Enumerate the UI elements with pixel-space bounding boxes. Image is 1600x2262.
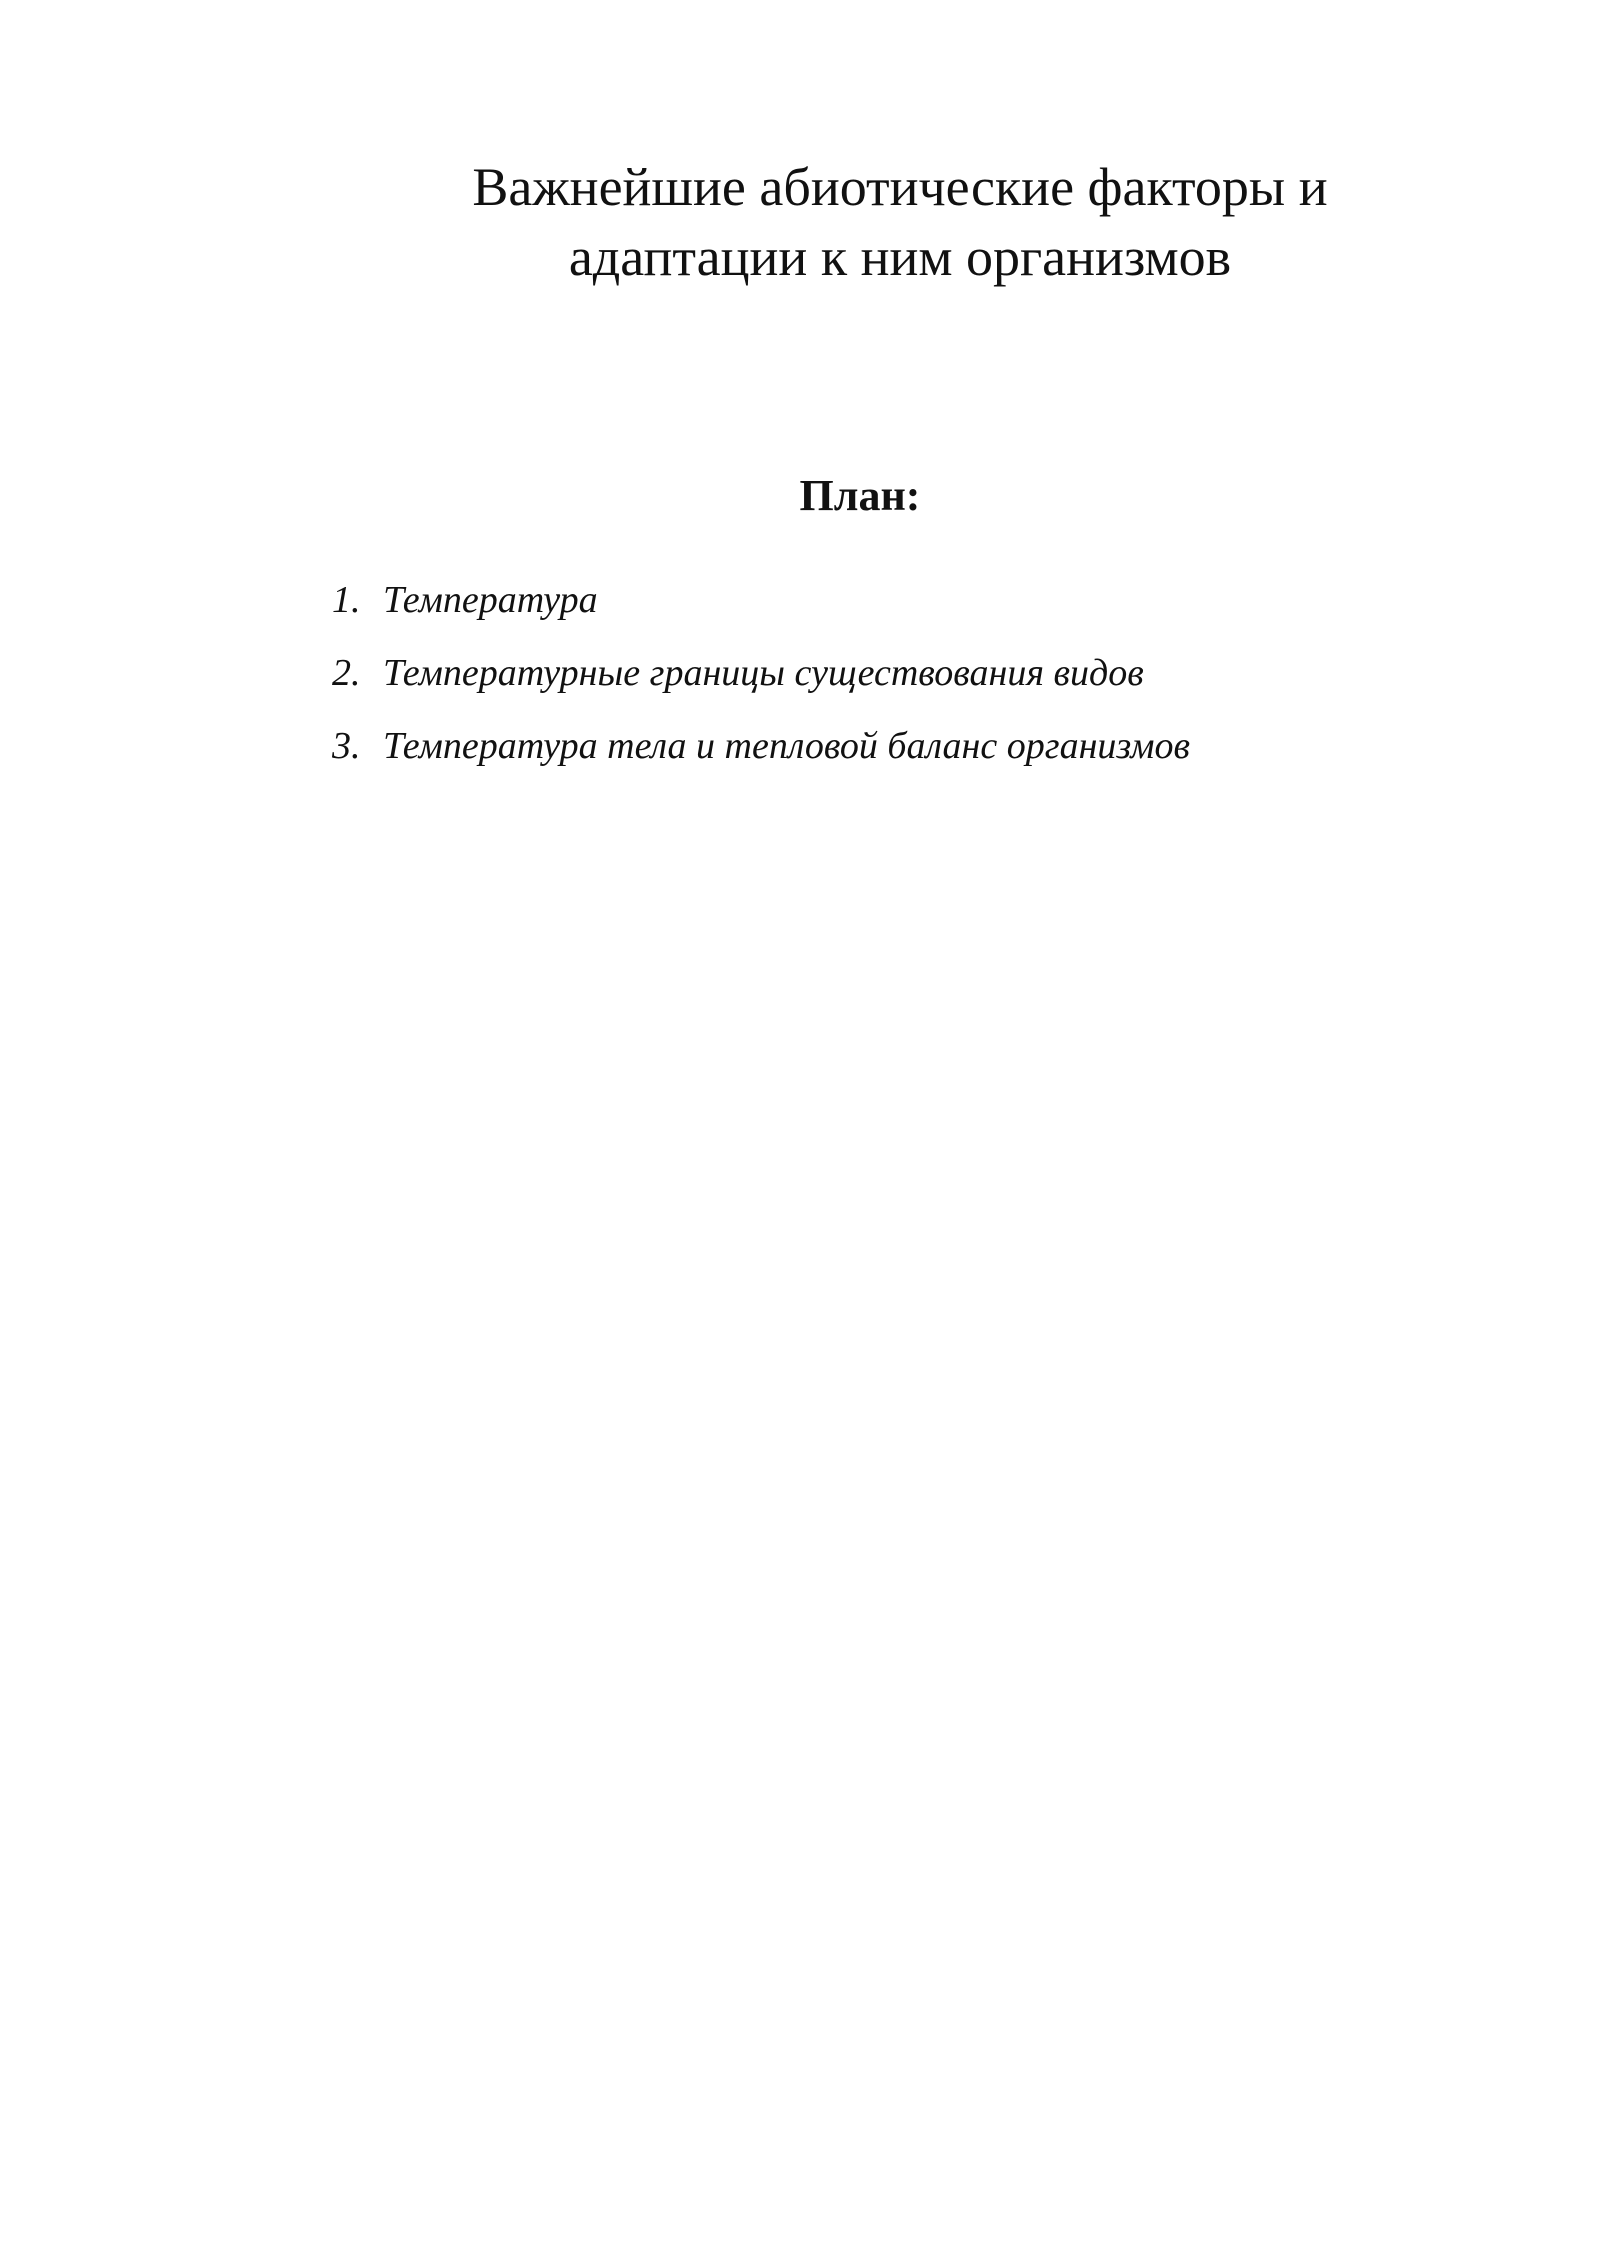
plan-item-1 xyxy=(332,576,1432,624)
plan-heading: План: xyxy=(799,471,921,520)
title-line-2: адаптации к ним организмов xyxy=(568,227,1232,287)
plan-item-2 xyxy=(332,649,1432,697)
plan-item-number: 3. xyxy=(332,725,361,767)
plan-item-text: Температура тела и тепловой баланс организмов xyxy=(383,725,1191,767)
document-title xyxy=(380,152,1420,292)
plan-item-number: 1. xyxy=(332,579,361,621)
plan-item-text: Температура xyxy=(383,579,598,621)
plan-item-number: 2. xyxy=(332,652,361,694)
plan-item-3 xyxy=(332,722,1432,770)
plan-item-text: Температурные границы существования видов xyxy=(383,652,1144,694)
title-line-1: Важнейшие абиотические факторы и xyxy=(472,157,1328,217)
plan-list xyxy=(332,576,1432,795)
